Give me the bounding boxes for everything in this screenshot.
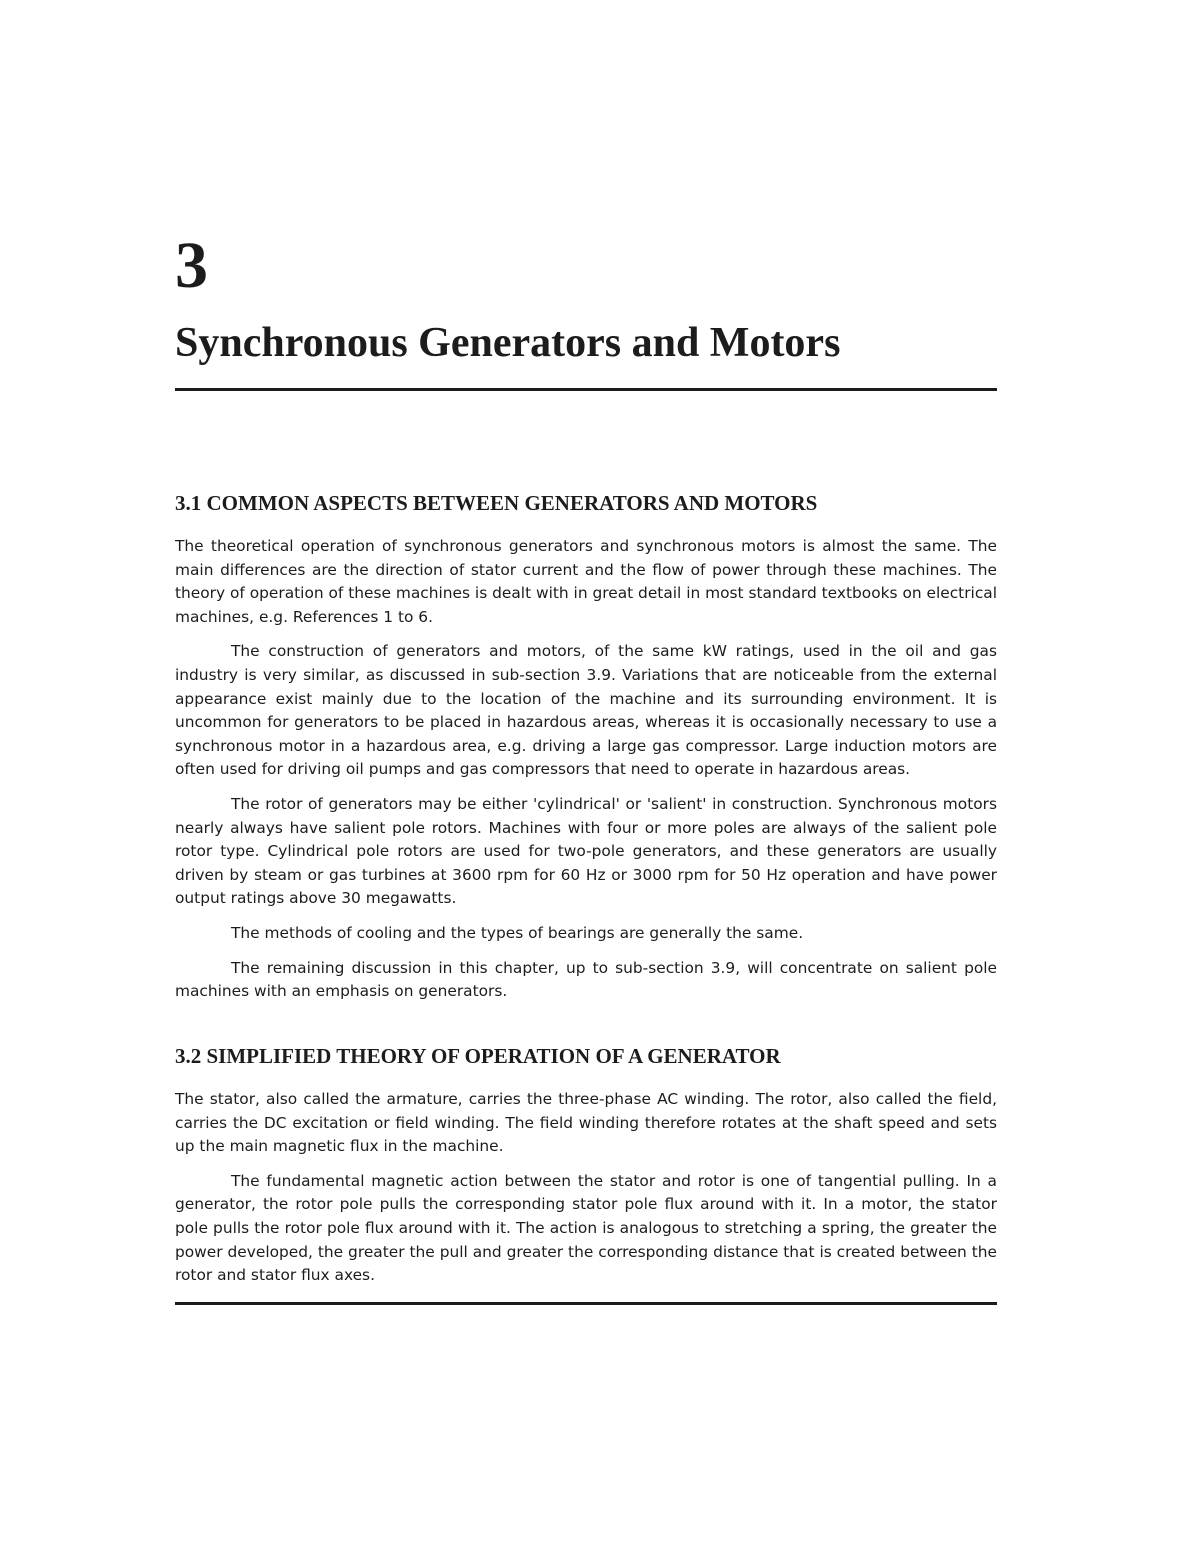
- paragraph: The theoretical operation of synchronous generators and synchronous motors is almost the same. The main differences are the direction of stator current and the flow of power through these machines. The theory of operation of these machines is dealt with in great detail in most standard textbooks on electrical machines, e.g. References 1 to 6.: [175, 537, 997, 626]
- section-heading-3-1: 3.1 COMMON ASPECTS BETWEEN GENERATORS AND MOTORS: [175, 491, 818, 515]
- paragraph: The rotor of generators may be either 'cylindrical' or 'salient' in construction. Synchronous motors nearly always have salient pole rotors. Machines with four or more poles are always of the salient pole rotor type. Cylindrical pole rotors are used for two-pole generators, and these generators are usually driven by steam or gas turbines at 3600 rpm for 60 Hz or 3000 rpm for 50 Hz operation and have power output ratings above 30 megawatts.: [175, 794, 997, 908]
- paragraph: The stator, also called the armature, carries the three-phase AC winding. The rotor, also called the field, carries the DC excitation or field winding. The field winding therefore rotates at the shaft speed and sets up the main magnetic flux in the machine.: [175, 1090, 997, 1156]
- footer-divider: [175, 1302, 997, 1305]
- paragraph: The methods of cooling and the types of bearings are generally the same.: [231, 923, 804, 942]
- section-body-3-2: [175, 1088, 997, 1299]
- section-body-3-1: [175, 535, 997, 1015]
- section-heading-3-2: 3.2 SIMPLIFIED THEORY OF OPERATION OF A GENERATOR: [175, 1044, 781, 1068]
- title-divider: [175, 388, 997, 391]
- chapter-title: Synchronous Generators and Motors: [175, 320, 841, 366]
- paragraph: The construction of generators and motors, of the same kW ratings, used in the oil and gas industry is very similar, as discussed in sub-section 3.9. Variations that are noticeable from the external appearance exist mainly due to the location of the machine and its surrounding environment. It is uncommon for generators to be placed in hazardous areas, whereas it is occasionally necessary to use a synchronous motor in a hazardous area, e.g. driving a large gas compressor. Large induction motors are often used for driving oil pumps and gas compressors that need to operate in hazardous areas.: [175, 642, 997, 779]
- paragraph: The fundamental magnetic action between the stator and rotor is one of tangential pulling. In a generator, the rotor pole pulls the corresponding stator pole flux around with it. In a motor, the stator pole pulls the rotor pole flux around with it. The action is analogous to stretching a spring, the greater the power developed, the greater the pull and greater the corresponding distance that is created between the rotor and stator flux axes.: [175, 1171, 997, 1285]
- paragraph: The remaining discussion in this chapter, up to sub-section 3.9, will concentrate on salient pole machines with an emphasis on generators.: [175, 958, 997, 1001]
- chapter-number: 3: [175, 229, 208, 302]
